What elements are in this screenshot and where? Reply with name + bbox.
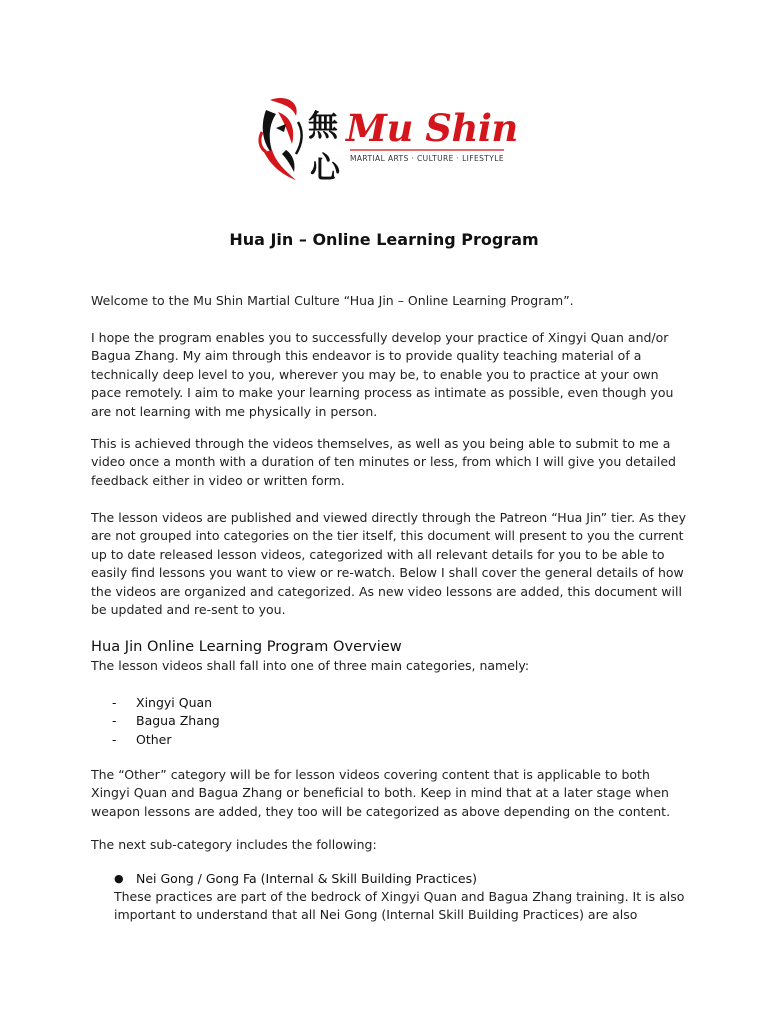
category-other: Other [136, 731, 172, 747]
patreon-paragraph: The lesson videos are published and viewed directly through the Patreon “Hua Jin” tier. As they are not grouped into categories on the tier itself, this document will present to you the current up to date released lesson videos, categorized with all relevant details for you to be able to easily find lessons you want to view or re-watch. Below I shall cover the general details of how the videos are organized and categorized. As new video lessons are added, this document will be updated and re-sent to you. [91, 510, 687, 618]
dash-marker: - [112, 713, 117, 729]
sub-category-title: Nei Gong / Gong Fa (Internal & Skill Building Practices) [136, 871, 477, 886]
dash-marker: - [112, 731, 117, 747]
sub-category-item [114, 870, 477, 888]
welcome-paragraph: Welcome to the Mu Shin Martial Culture “Hua Jin – Online Learning Program”. [91, 293, 574, 308]
logo-char-top: 無 [308, 109, 338, 144]
overview-heading: Hua Jin Online Learning Program Overview [91, 638, 402, 655]
category-list [112, 694, 220, 749]
other-category-note: The “Other” category will be for lesson videos covering content that is applicable to both Xingyi Quan and Bagua Zhang or beneficial to both. Keep in mind that at a later stage when weapon lessons are added, they too will be categorized as above depending on the content. [91, 767, 671, 819]
list-item [112, 712, 220, 730]
mu-shin-logo [256, 92, 518, 198]
overview-intro: The lesson videos shall fall into one of three main categories, namely: [91, 658, 530, 673]
category-bagua-zhang: Bagua Zhang [136, 713, 220, 729]
logo-char-bottom: 心 [310, 151, 340, 186]
document-title: Hua Jin – Online Learning Program [229, 230, 539, 249]
program-aim-paragraph: I hope the program enables you to successfully develop your practice of Xingyi Quan and/or Bagua Zhang. My aim through this endeavor is to provide quality teaching material of a technically deep level to you, wherever you may be, to enable you to practice at your own pace remotely. I aim to make your learning process as intimate as possible, even though you are not learning with me physically in person. [91, 330, 674, 419]
sub-category-description: These practices are part of the bedrock of Xingyi Quan and Bagua Zhang training. It is also important to understand that all Nei Gong (Internal Skill Building Practices) are also [114, 889, 685, 923]
list-item [112, 731, 220, 749]
dash-marker: - [112, 695, 117, 710]
category-xingyi-quan: Xingyi Quan [136, 695, 213, 710]
feedback-paragraph: This is achieved through the videos themselves, as well as you being able to submit to me a video once a month with a duration of ten minutes or less, from which I will give you detailed feedback either in video or written form. [91, 436, 676, 488]
sub-category-intro: The next sub-category includes the following: [91, 837, 377, 852]
bullet-dot: ● [114, 872, 124, 885]
logo-wordmark: Mu Shin [346, 106, 518, 150]
logo-tagline: MARTIAL ARTS · CULTURE · LIFESTYLE [350, 154, 504, 163]
list-item [112, 694, 220, 712]
